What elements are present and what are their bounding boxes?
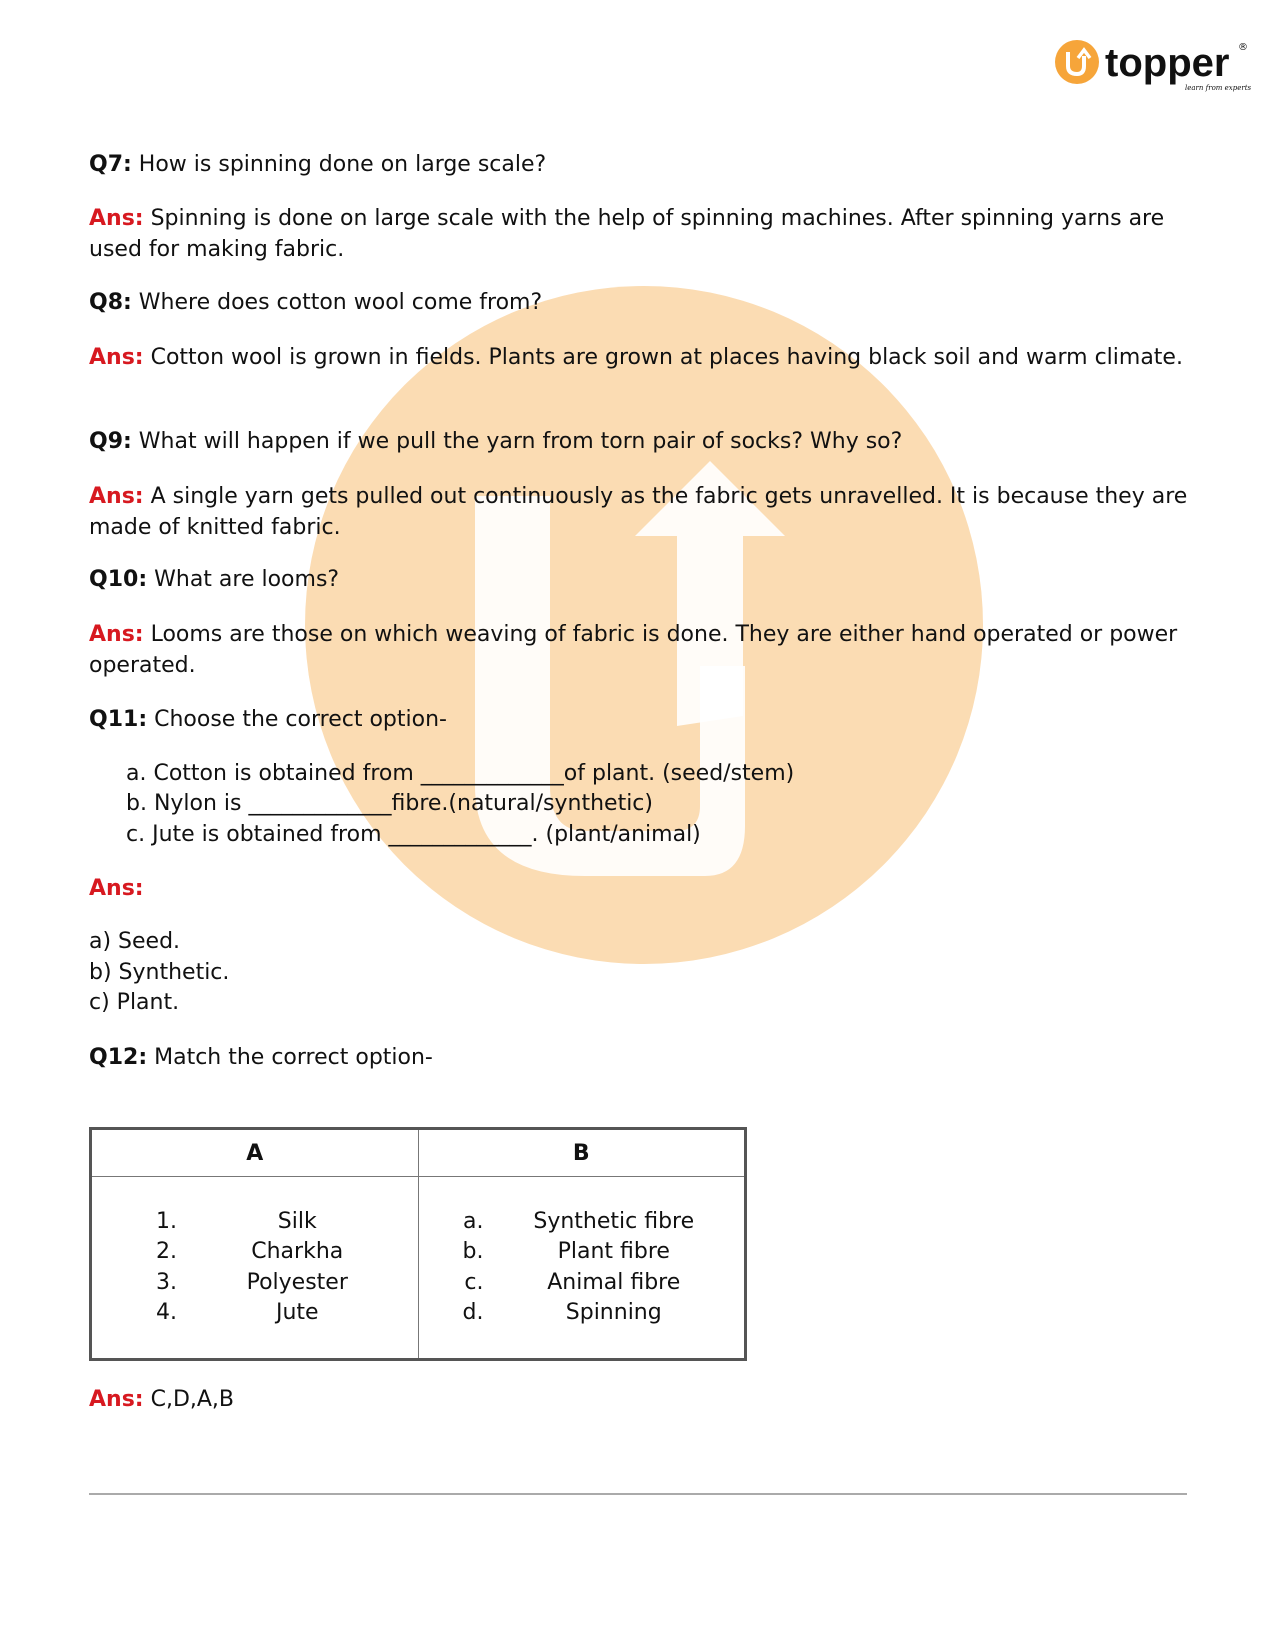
- topper-logo: [1053, 36, 1253, 96]
- item-number: b.: [462, 1239, 484, 1264]
- match-table: [89, 1127, 747, 1361]
- table-row: [92, 1207, 418, 1238]
- item-value: Synthetic fibre: [533, 1208, 695, 1234]
- item-value: Polyester: [246, 1269, 348, 1295]
- table-row: [92, 1237, 418, 1268]
- column-b-header: B: [418, 1129, 746, 1177]
- table-row: [92, 1268, 418, 1299]
- footer-divider: [89, 1493, 1187, 1495]
- answer-8: Ans: Cotton wool is grown in fields. Plants are grown at places having black soil and warm climate.: [89, 345, 1183, 370]
- item-value: Animal fibre: [547, 1269, 681, 1295]
- item-number: a.: [463, 1208, 484, 1234]
- answer-10: Ans: Looms are those on which weaving of fabric is done. They are either hand operated or power operated.: [89, 622, 1178, 678]
- answer-11-label: Ans:: [89, 876, 144, 901]
- item-number: 2.: [156, 1239, 177, 1264]
- answer-11-b: b) Synthetic.: [89, 960, 230, 985]
- svg-text:topper: topper: [1105, 41, 1230, 85]
- svg-text:®: ®: [1238, 42, 1248, 53]
- item-value: Charkha: [251, 1239, 344, 1264]
- question-9: Q9: What will happen if we pull the yarn from torn pair of socks? Why so?: [89, 429, 903, 454]
- answer-11-c: c) Plant.: [89, 990, 180, 1015]
- option-a: a. Cotton is obtained from _____________of plant. (seed/stem): [126, 761, 795, 786]
- column-a-cell: [91, 1177, 419, 1360]
- question-7: Q7: How is spinning done on large scale?: [89, 152, 547, 177]
- answer-11-a: a) Seed.: [89, 929, 181, 954]
- table-row: [419, 1298, 745, 1329]
- question-10: Q10: What are looms?: [89, 567, 340, 592]
- item-value: Silk: [277, 1208, 317, 1234]
- question-8: Q8: Where does cotton wool come from?: [89, 290, 543, 315]
- question-11: Q11: Choose the correct option-: [89, 707, 447, 732]
- option-b: b. Nylon is _____________fibre.(natural/synthetic): [126, 791, 653, 816]
- answer-7: Ans: Spinning is done on large scale with the help of spinning machines. After spinning yarns are used for making fabric.: [89, 206, 1165, 262]
- item-number: 1.: [156, 1208, 177, 1234]
- option-c: c. Jute is obtained from _____________. (plant/animal): [126, 822, 701, 847]
- question-12: Q12: Match the correct option-: [89, 1045, 433, 1070]
- item-number: d.: [462, 1300, 484, 1325]
- item-value: Plant fibre: [557, 1239, 670, 1264]
- svg-text:learn from experts: learn from experts: [1185, 84, 1252, 92]
- column-b-cell: [418, 1177, 746, 1360]
- table-row: [92, 1298, 418, 1329]
- item-number: 3.: [156, 1269, 177, 1295]
- table-row: [419, 1268, 745, 1299]
- item-number: 4.: [156, 1300, 177, 1325]
- answer-12: Ans: C,D,A,B: [89, 1387, 235, 1412]
- table-row: [419, 1207, 745, 1238]
- item-value: Jute: [275, 1300, 319, 1325]
- answer-9: Ans: A single yarn gets pulled out continuously as the fabric gets unravelled. It is because they are made of knitted fabric.: [89, 484, 1188, 540]
- table-row: [419, 1237, 745, 1268]
- item-value: Spinning: [565, 1300, 662, 1325]
- column-a-header: A: [91, 1129, 419, 1177]
- item-number: c.: [464, 1269, 484, 1295]
